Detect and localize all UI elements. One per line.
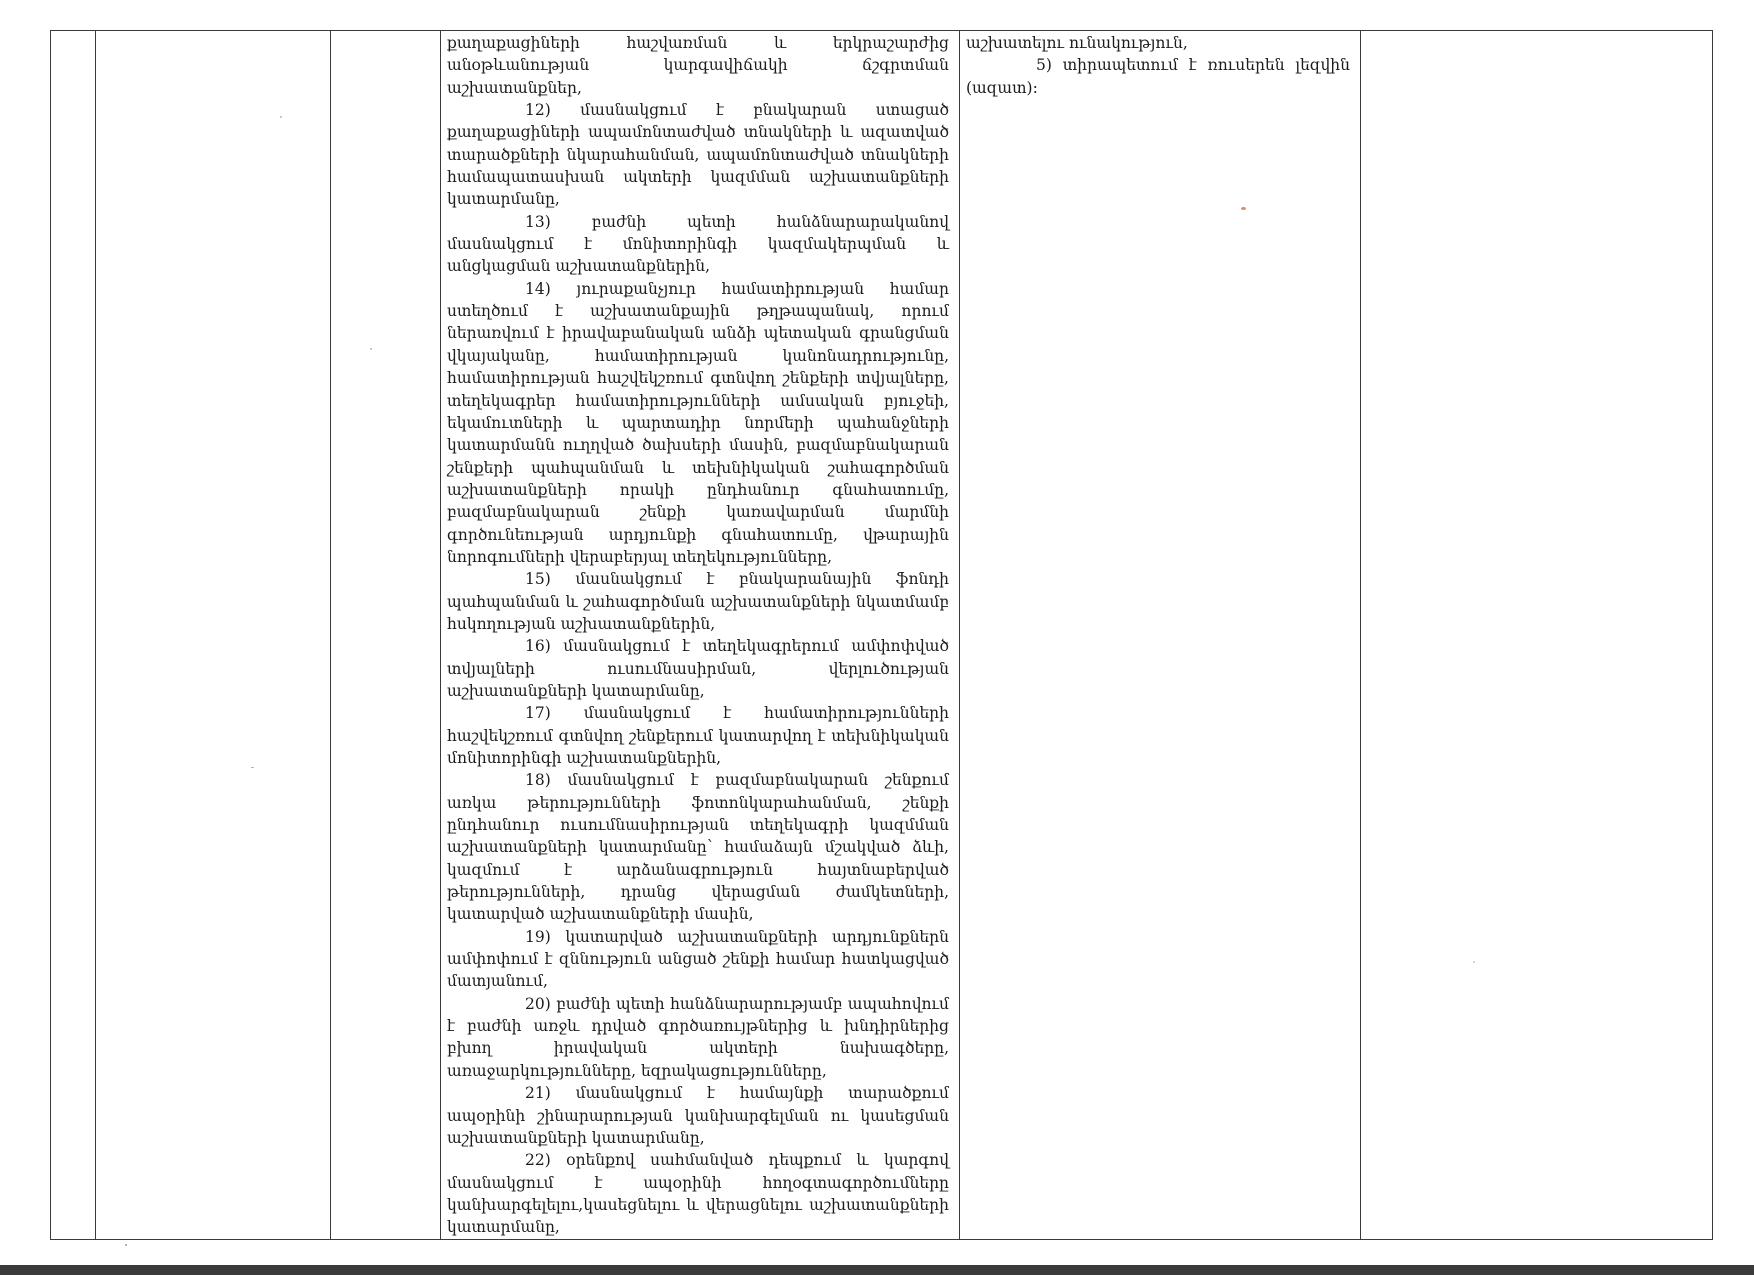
requirement-continuation: աշխատելու ունակություն, — [966, 34, 1188, 52]
scan-speck — [1473, 961, 1475, 963]
requirement-item-5: 5) տիրապետում է ռուսերեն լեզվին (ազատ): — [966, 56, 1350, 97]
duty-item-13: 13) բաժնի պետի հանձնարարականով մասնակցում է մոնիտորինգի կազմակերպման և անցկացման աշխատանքներին, — [447, 212, 949, 276]
number-cell — [51, 31, 96, 1240]
scan-speck — [251, 767, 254, 768]
duties-text — [441, 31, 959, 1239]
duty-item-19: 19) կատարված աշխատանքների արդյունքներն ամփոփում է զննություն անցած շենքի համար հատկացված մատյանում, — [447, 927, 949, 991]
scan-speck — [1241, 207, 1246, 210]
duty-continuation: քաղաքացիների հաշվառման և երկրաշարժից անօթևանության կարգավիճակի ճշգրտման աշխատանքներ, — [447, 34, 949, 97]
duty-item-20: 20) բաժնի պետի հանձնարարությամբ ապահովում է բաժնի առջև դրված գործառույթներից և խնդիրներից բխող իրավական ակտերի նախագծերը, առաջարկությունները, եզրակացությունները, — [447, 994, 949, 1080]
duty-item-14: 14) յուրաքանչյուր համատիրության համար ստեղծում է աշխատանքային թղթապանակ, որում ներառվում է իրավաբանական անձի պետական գրանցման վկայականը, համատիրության կանոնադրությունը, համատիրության հաշվեկշռում գտնվող շենքերի տվյալները, տեղեկագրեր համատիրությունների ամսական բյուջեի, եկամուտների և պարտադիր նորմերի պահանջների կատարմանն ուղղված ծախսերի մասին, բազմաբնակարան շենքերի պահպանման և տեխնիկական շահագործման աշխատանքների որակի ընդհանուր գնահատումը, բազմաբնակարան շենքի կառավարման մարմնի գործունեության արդյունքի գնահատումը, վթարային նորոգումների վերաբերյալ տեղեկությունները, — [447, 279, 949, 566]
duty-item-18: 18) մասնակցում է բազմաբնակարան շենքում առկա թերությունների ֆոտոնկարահանման, շենքի ընդհանուր ուսումնասիրության տեղեկագրի կազմման աշխատանքների կատարմանը՝ համաձայն մշակված ձևի, կազմում է արձանագրություն հայտնաբերված թերությունների, դրանց վերացման ժամկետների, կատարված աշխատանքների մասին, — [447, 771, 949, 924]
scan-speck — [370, 348, 372, 350]
scanner-edge-band — [0, 1265, 1754, 1275]
scan-speck — [280, 116, 282, 118]
duties-cell — [441, 31, 960, 1240]
requirements-cell — [960, 31, 1361, 1240]
job-description-table — [50, 30, 1713, 1240]
duty-item-16: 16) մասնակցում է տեղեկագրերում ամփոփված տվյալների ուսումնասիրման, վերլուծության աշխատանքների կատարմանը, — [447, 637, 949, 700]
duty-item-15: 15) մասնակցում է բնակարանային ֆոնդի պահպանման և շահագործման աշխատանքների նկատմամբ հսկողության աշխատանքներին, — [447, 570, 949, 633]
duty-item-22: 22) օրենքով սահմանված դեպքում և կարգով մասնակցում է ապօրինի հողօգտագործումները կանխարգելելու,կասեցնելու և վերացնելու աշխատանքների կատարմանը, — [447, 1151, 949, 1237]
duty-item-12: 12) մասնակցում է բնակարան ստացած քաղաքացիների ապամոնտաժված տնակների և ազատված տարածքների նկարահանման, ապամոնտաժված տնակների համապատասխան ակտերի կազմման աշխատանքների կատարմանը, — [447, 101, 949, 209]
scan-speck — [125, 1244, 127, 1246]
group-cell — [331, 31, 441, 1240]
notes-cell — [1361, 31, 1713, 1240]
table-row — [51, 31, 1713, 1240]
position-cell — [96, 31, 331, 1240]
duty-item-17: 17) մասնակցում է համատիրությունների հաշվեկշռում գտնվող շենքերում կատարվող է տեխնիկական մոնիտորինգի աշխատանքներին, — [447, 704, 949, 767]
duty-item-21: 21) մասնակցում է համայնքի տարածքում ապօրինի շինարարության կանխարգելման ու կասեցման աշխատանքների կատարմանը, — [447, 1084, 949, 1147]
requirements-text — [960, 31, 1360, 99]
